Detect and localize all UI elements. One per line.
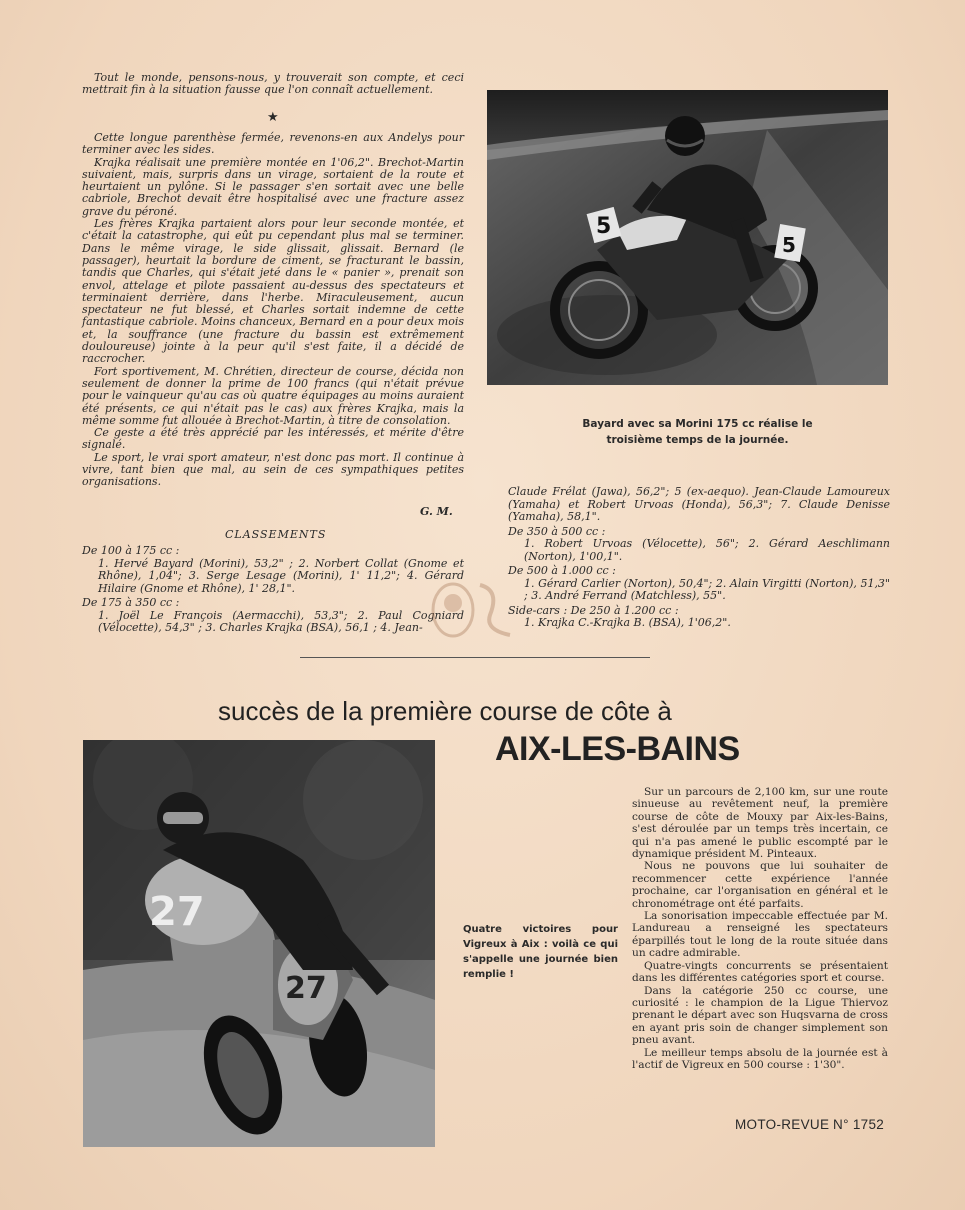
paragraph: Nous ne pouvons que lui souhaiter de recommencer cette expérience l'année prochaine, car l'organisation en général et le chronométrage ont été parfaits.	[632, 860, 888, 910]
category-results: Claude Frélat (Jawa), 56,2"; 5 (ex-aequo). Jean-Claude Lamoureux (Yamaha) et Robert Urvoas (Honda), 56,3"; 7. Claude Denisse (Yamaha), 58,1".	[508, 485, 890, 523]
paragraph: Ce geste a été très apprécié par les intéressés, et mérite d'être signalé.	[82, 426, 464, 452]
intro-paragraph: Tout le monde, pensons-nous, y trouverait son compte, et ceci mettrait fin à la situation fausse que l'on connaît actuellement.	[82, 71, 464, 97]
issue-number: N° 1752	[833, 1117, 885, 1132]
photo-bayard-morini	[487, 90, 888, 385]
category-results: 1. Robert Urvoas (Vélocette), 56"; 2. Gérard Aeschlimann (Norton), 1'00,1".	[524, 537, 890, 563]
section-divider	[300, 657, 650, 658]
paragraph: La sonorisation impeccable effectuée par M. Landureau a renseigné les spectateurs éparpillés tout le long de la route située dans un cadre admirable.	[632, 910, 888, 960]
paragraph: Krajka réalisait une première montée en 1'06,2". Brechot-Martin suivaient, mais, surpris dans un virage, sortaient de la route et heurtaient un pylône. Si le passager s'en sortait avec une belle cabriole, Brechot devait être hospitalisé avec une fracture assez grave du péroné.	[82, 155, 464, 218]
paragraph: Sur un parcours de 2,100 km, sur une route sinueuse au revêtement neuf, la première course de côte de Mouxy par Aix-les-Bains, s'est déroulée par un temps très incertain, ce qui n'a pas amené le public escompté par le dynamique président M. Pinteaux.	[632, 786, 888, 861]
photo1-caption: Bayard avec sa Morini 175 cc réalise le troisième temps de la journée.	[582, 418, 813, 446]
race-number: 27	[285, 971, 327, 1006]
paragraph: Les frères Krajka partaient alors pour leur seconde montée, et c'était la catastrophe, qui eût pu cependant plus mal se terminer. Dans le même virage, le side glissait, glissait. Bernard (le passager), heurtait la bordure de ciment, se fracturant le bassin, tandis que Charles, qui s'était jeté dans le « panier », prenait son envol, attelage et pilote passaient au-dessus des spectateurs et terminaient derrière, dans l'herbe. Miraculeusement, aucun spectateur ne fut blessé, et Charles sortait indemne de cette fantastique cabriole. Moins chanceux, Bernard en a pour deux mois et, la souffrance (une fracture du bassin est extrêmement douloureuse) jointe à la peur qu'il s'est faite, il a décidé de raccrocher.	[82, 217, 464, 366]
photo2-caption: Quatre victoires pour Vigreux à Aix : voilà ce qui s'appelle une journée bien remplie !	[463, 924, 618, 980]
star-separator: ★	[267, 110, 279, 125]
classements-title: CLASSEMENTS	[225, 528, 327, 541]
race-number: 27	[149, 889, 205, 935]
results-right	[508, 486, 890, 630]
page-footer	[735, 1117, 884, 1132]
category-heading: De 350 à 500 cc :	[508, 524, 606, 538]
paragraph: Le meilleur temps absolu de la journée est à l'actif de Vigreux en 500 course : 1'30".	[632, 1046, 888, 1071]
category-results: 1. Krajka C.-Krajka B. (BSA), 1'06,2".	[524, 616, 731, 629]
category-heading: De 500 à 1.000 cc :	[508, 564, 616, 577]
article2-headline: succès de la première course de côte à	[218, 696, 672, 726]
category-results: 1. Hervé Bayard (Morini), 53,2" ; 2. Norbert Collat (Gnome et Rhône), 1,04"; 3. Serge Lesage (Morini), 1' 11,2"; 4. Gérard Hilaire (Gnome et Rhône), 1' 28,1".	[98, 556, 464, 595]
paragraph: Cette longue parenthèse fermée, revenons-en aux Andelys pour terminer avec les sides.	[82, 131, 464, 157]
paragraph: Fort sportivement, M. Chrétien, directeur de course, décida non seulement de donner la prime de 100 francs (qui n'était prévue pour le vainqueur qu'au cas où quatre équipages au moins auraient été présents, ce qui n'était pas le cas) aux frères Krajka, mais la même somme fut allouée à Brechot-Martin, à titre de consolation.	[82, 364, 464, 427]
article2-headline-location: AIX-LES-BAINS	[495, 730, 740, 768]
race-number: 5	[782, 233, 796, 257]
race-number: 5	[596, 214, 612, 239]
category-results: 1. Gérard Carlier (Norton), 50,4"; 2. Alain Virgitti (Norton), 51,3" ; 3. André Ferrand (Matchless), 55".	[524, 576, 890, 602]
category-heading: De 100 à 175 cc :	[82, 544, 180, 557]
category-heading: Side-cars : De 250 à 1.200 cc :	[508, 603, 679, 617]
article1-body	[82, 132, 464, 489]
paragraph: Dans la catégorie 250 cc course, une curiosité : le champion de la Ligue Thiervoz prenant le départ avec son Huqsvarna de cross en ayant pris soin de changer simplement son pneu avant.	[632, 984, 888, 1047]
magazine-name: MOTO-REVUE	[735, 1117, 830, 1132]
category-results: 1. Joël Le François (Aermacchi), 53,3"; 2. Paul Cogniard (Vélocette), 54,3" ; 3. Charles Krajka (BSA), 56,1 ; 4. Jean-	[98, 608, 464, 634]
photo-vigreux	[83, 740, 435, 1147]
category-heading: De 175 à 350 cc :	[82, 596, 180, 609]
watermark-logo	[425, 565, 525, 645]
paragraph: Le sport, le vrai sport amateur, n'est donc pas mort. Il continue à vivre, tant bien que mal, au sein de ces sympathiques petites organisations.	[82, 450, 464, 489]
paragraph: Quatre-vingts concurrents se présentaient dans les différentes catégories sport et course.	[632, 959, 888, 985]
article2-body	[632, 786, 888, 1071]
author-signature: G. M.	[420, 505, 453, 518]
results-left	[82, 545, 464, 635]
